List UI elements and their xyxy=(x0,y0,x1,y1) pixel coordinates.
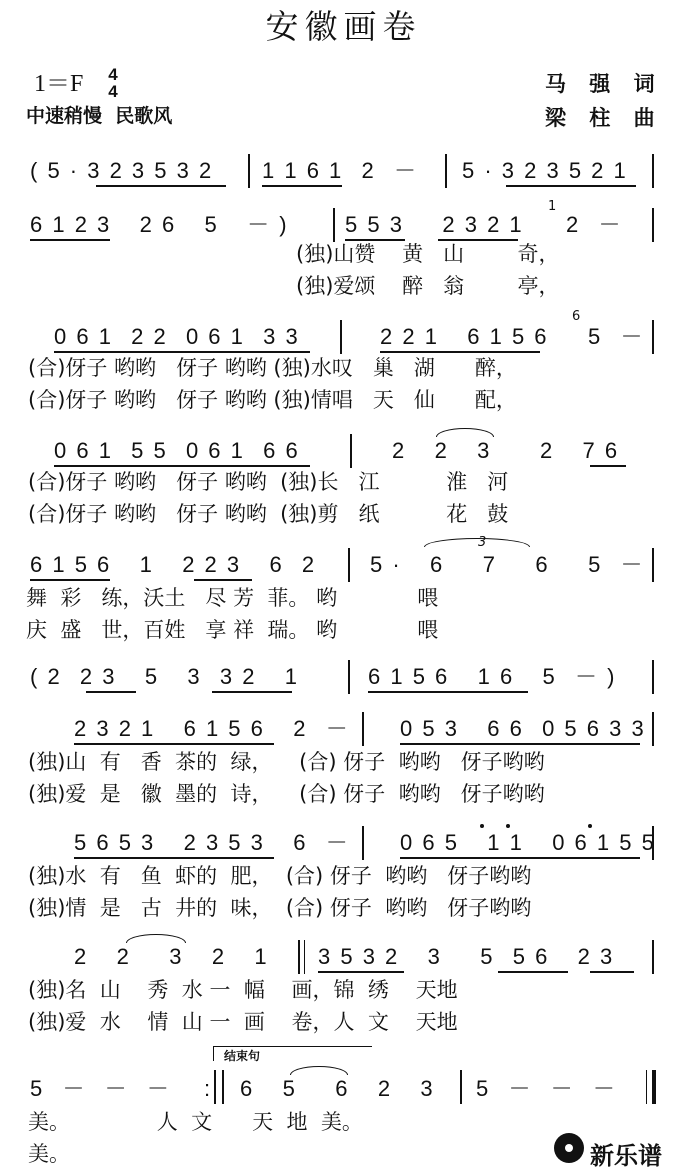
repeat-sign: : xyxy=(204,1076,211,1101)
final-bar-thick xyxy=(652,1070,656,1104)
bar-line xyxy=(445,154,447,188)
beam xyxy=(318,971,404,973)
bar-line xyxy=(460,1070,462,1104)
site-logo xyxy=(552,1131,680,1170)
notation-segment: 2 2 3 2 1 xyxy=(74,944,267,969)
notation-segment: 2 3 2 1 6 1 5 6 2 － xyxy=(74,716,348,741)
bar-line xyxy=(214,1070,216,1104)
beam xyxy=(368,691,528,693)
notation-segment: 0 5 3 6 6 0 5 6 3 3 xyxy=(400,716,644,741)
slur xyxy=(126,934,186,943)
slur xyxy=(290,1066,348,1075)
notation-segment: 5 · 3 2 3 5 2 1 xyxy=(462,158,626,183)
notation-segment: 2 － xyxy=(566,212,621,237)
time-denominator: 4 xyxy=(108,82,118,101)
beam xyxy=(400,743,640,745)
time-signature xyxy=(104,66,122,100)
triplet-mark: 3 xyxy=(478,535,487,550)
notation-segment: 6 1 5 6 1 6 5 － ) xyxy=(368,664,615,689)
notation-segment: 6 1 2 3 2 6 5 － ) xyxy=(30,212,287,237)
high-octave-dot xyxy=(480,824,484,828)
notation-segment: 5 5 3 2 3 2 1 xyxy=(345,212,522,237)
slur xyxy=(436,428,494,437)
lyric-verse-1: (独)山赞 黄 山 奇， xyxy=(296,242,560,266)
bar-line xyxy=(652,208,654,242)
notation-segment: 5 6 5 3 2 3 5 3 6 － xyxy=(74,830,348,855)
lyric-verse-1: (独)山 有 香 茶的 绿， (合) 伢子 哟哟 伢子哟哟 xyxy=(28,750,545,774)
notation-segment: 3 5 3 2 3 5 5 6 2 3 xyxy=(318,944,613,969)
beam xyxy=(590,465,626,467)
beam xyxy=(194,579,252,581)
bar-line xyxy=(652,548,654,582)
beam xyxy=(212,691,292,693)
beam xyxy=(30,239,110,241)
song-title: 安徽画卷 xyxy=(265,7,422,46)
beam xyxy=(380,351,540,353)
beam xyxy=(74,743,274,745)
lyric-verse-2: (合)伢子 哟哟 伢子 哟哟 (独)情唱 天 仙 配， xyxy=(28,388,517,412)
beam xyxy=(96,185,226,187)
repeat-bar-line xyxy=(304,940,305,974)
final-bar-thin xyxy=(646,1070,647,1104)
lyric-verse-1: 舞 彩 练，沃土 尽 芳 菲。 哟 喂 xyxy=(26,586,439,610)
beam xyxy=(86,691,136,693)
lyric-verse-1: (独)水 有 鱼 虾的 肥， (合) 伢子 哟哟 伢子哟哟 xyxy=(28,864,532,888)
grace-note: 6 xyxy=(572,309,581,324)
bar-line xyxy=(333,208,335,242)
beam xyxy=(262,185,342,187)
notation-segment: 2 2 1 6 1 5 6 xyxy=(380,324,547,349)
time-numerator: 4 xyxy=(108,65,118,84)
bar-line xyxy=(222,1070,224,1104)
notation-segment: 1 1 6 1 2 － xyxy=(262,158,416,183)
bar-line xyxy=(652,660,654,694)
beam xyxy=(498,971,568,973)
notation-segment: 5 － － － xyxy=(30,1076,169,1101)
lyric-verse-2: 庆 盛 世，百姓 享 祥 瑞。 哟 喂 xyxy=(26,618,439,642)
lyric-verse-2: (独)爱 是 徽 墨的 诗， (合) 伢子 哟哟 伢子哟哟 xyxy=(28,782,545,806)
lyric-verse-2: (独)爱 水 情 山 一 画 卷，人 文 天地 xyxy=(28,1010,458,1034)
notation-segment: 0 6 1 5 5 0 6 1 6 6 xyxy=(54,438,298,463)
beam xyxy=(506,185,636,187)
high-octave-dot xyxy=(588,824,592,828)
bar-line xyxy=(362,712,364,746)
beam xyxy=(400,857,640,859)
lyric-verse-2: (独)情 是 古 井的 味， (合) 伢子 哟哟 伢子哟哟 xyxy=(28,896,532,920)
bar-line xyxy=(298,940,300,974)
bar-line xyxy=(652,712,654,746)
lyricist-credit: 马 强 词 xyxy=(545,72,663,96)
composer-credit: 梁 柱 曲 xyxy=(545,106,663,130)
bar-line xyxy=(652,826,654,860)
bar-line xyxy=(340,320,342,354)
lyric-verse-2: (独)爱颂 醉 翁 亭， xyxy=(296,274,560,298)
notation-segment: ( 2 2 3 5 3 3 2 1 xyxy=(30,664,298,689)
notation-segment: 5 － xyxy=(588,324,643,349)
grace-note: 1 xyxy=(548,199,557,214)
notation-segment: 5 － － － xyxy=(476,1076,615,1101)
bar-line xyxy=(348,548,350,582)
lyric-verse-2: (合)伢子 哟哟 伢子 哟哟 (独)剪 纸 花 鼓 xyxy=(28,502,509,526)
beam xyxy=(74,857,274,859)
ending-label: 结束句 xyxy=(224,1049,261,1063)
lyric-verse-2: 美。 xyxy=(28,1142,70,1166)
bar-line xyxy=(652,940,654,974)
notation-segment: 6 5 6 2 3 xyxy=(240,1076,433,1101)
beam xyxy=(54,351,310,353)
beam xyxy=(54,465,310,467)
bar-line xyxy=(362,826,364,860)
music-disc-icon xyxy=(554,1133,584,1163)
notation-segment: ( 5 · 3 2 3 5 3 2 xyxy=(30,158,212,183)
notation-segment: 6 1 5 6 1 2 2 3 6 2 xyxy=(30,552,315,577)
tempo-style: 中速稍慢 民歌风 xyxy=(26,105,173,127)
bar-line xyxy=(248,154,250,188)
lyric-verse-1: 美。 人 文 天 地 美。 xyxy=(28,1110,363,1134)
triplet-slur xyxy=(424,535,530,550)
beam xyxy=(590,971,634,973)
lyric-verse-1: (合)伢子 哟哟 伢子 哟哟 (独)长 江 淮 河 xyxy=(28,470,509,494)
notation-segment: 2 2 3 2 7 6 xyxy=(392,438,618,463)
notation-segment: 0 6 1 2 2 0 6 1 3 3 xyxy=(54,324,298,349)
beam xyxy=(438,239,518,241)
notation-segment: 0 6 5 1 1 0 6 1 5 5 xyxy=(400,830,654,855)
beam xyxy=(345,239,405,241)
lyric-verse-1: (独)名 山 秀 水 一 幅 画，锦 绣 天地 xyxy=(28,978,458,1002)
notation-segment: 5 · 6 7 6 5 － xyxy=(370,552,643,577)
bar-line xyxy=(350,434,352,468)
high-octave-dot xyxy=(506,824,510,828)
key-signature: 1＝F xyxy=(34,71,84,97)
bar-line xyxy=(348,660,350,694)
bar-line xyxy=(652,154,654,188)
lyric-verse-1: (合)伢子 哟哟 伢子 哟哟 (独)水叹 巢 湖 醉， xyxy=(28,356,517,380)
bar-line xyxy=(652,320,654,354)
beam xyxy=(30,579,110,581)
logo-text: 新乐谱 xyxy=(590,1142,662,1170)
